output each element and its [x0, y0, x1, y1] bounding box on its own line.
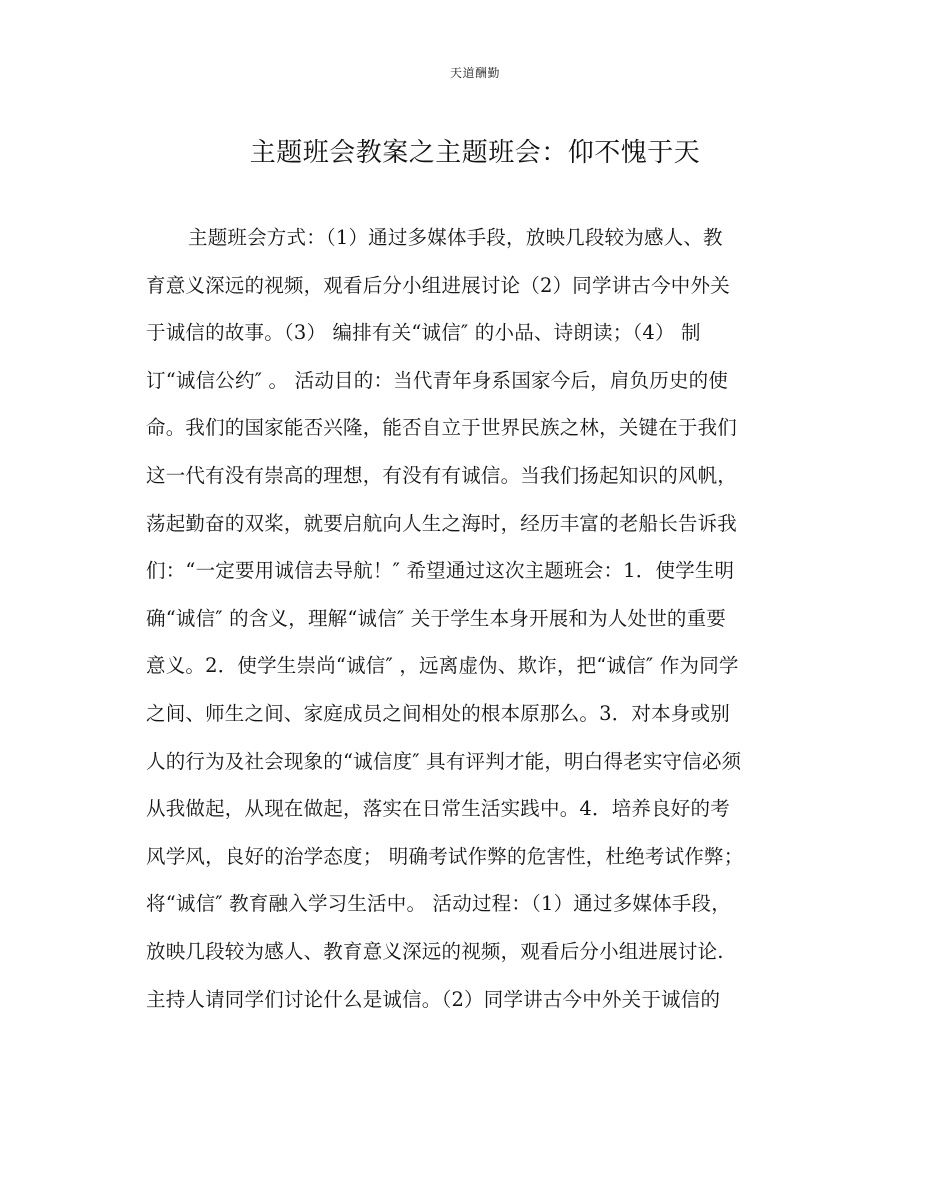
body-line: 育意义深远的视频，观看后分小组进展讨论（2）同学讲古今中外关 [146, 273, 730, 297]
page-header: 天道酬勤 [449, 66, 500, 80]
body-line: 荡起勤奋的双桨，就要启航向人生之海时，经历丰富的老船长告诉我 [146, 511, 738, 535]
body-line: 订“诚信公约″ 。 活动目的：当代青年身系国家今后，肩负历史的使 [146, 368, 729, 392]
body-line: 风学风，良好的治学态度； 明确考试作弊的危害性，杜绝考试作弊； [146, 844, 744, 868]
body-line: 放映几段较为感人、教育意义深远的视频，观看后分小组进展讨论. [146, 939, 724, 963]
body-line: 命。我们的国家能否兴隆，能否自立于世界民族之林，关键在于我们 [146, 416, 738, 440]
body-line: 于诚信的故事。（3） 编排有关“诚信″ 的小品、诗朗读；（4） 制 [146, 321, 701, 345]
body-line: 人的行为及社会现象的“诚信度″ 具有评判才能，明白得老实守信必须 [146, 749, 742, 773]
body-line: 这一代有没有崇高的理想，有没有有诚信。当我们扬起知识的风帆， [146, 463, 738, 487]
body-line: 们：“一定要用诚信去导航！″ 希望通过这次主题班会：1．使学生明 [146, 559, 735, 583]
body-line: 之间、师生之间、家庭成员之间相处的根本原那么。3．对本身或别 [146, 701, 730, 725]
document-body [146, 222, 826, 1031]
document-title: 主题班会教案之主题班会：仰不愧于天 [249, 138, 701, 168]
body-line: 确“诚信″ 的含义，理解“诚信″ 关于学生本身开展和为人处世的重要 [146, 606, 727, 630]
body-line: 将“诚信″ 教育融入学习生活中。 活动过程：（1）通过多媒体手段， [146, 892, 731, 916]
body-line: 意义。2．使学生崇尚“诚信″ ，远离虚伪、欺诈，把“诚信″ 作为同学 [146, 654, 739, 678]
body-line: 主持人请同学们讨论什么是诚信。（2）同学讲古今中外关于诚信的 [146, 987, 721, 1011]
body-line: 主题班会方式：（1）通过多媒体手段，放映几段较为感人、教 [188, 226, 723, 249]
body-line: 从我做起，从现在做起，落实在日常生活实践中。4．培养良好的考 [146, 797, 730, 821]
